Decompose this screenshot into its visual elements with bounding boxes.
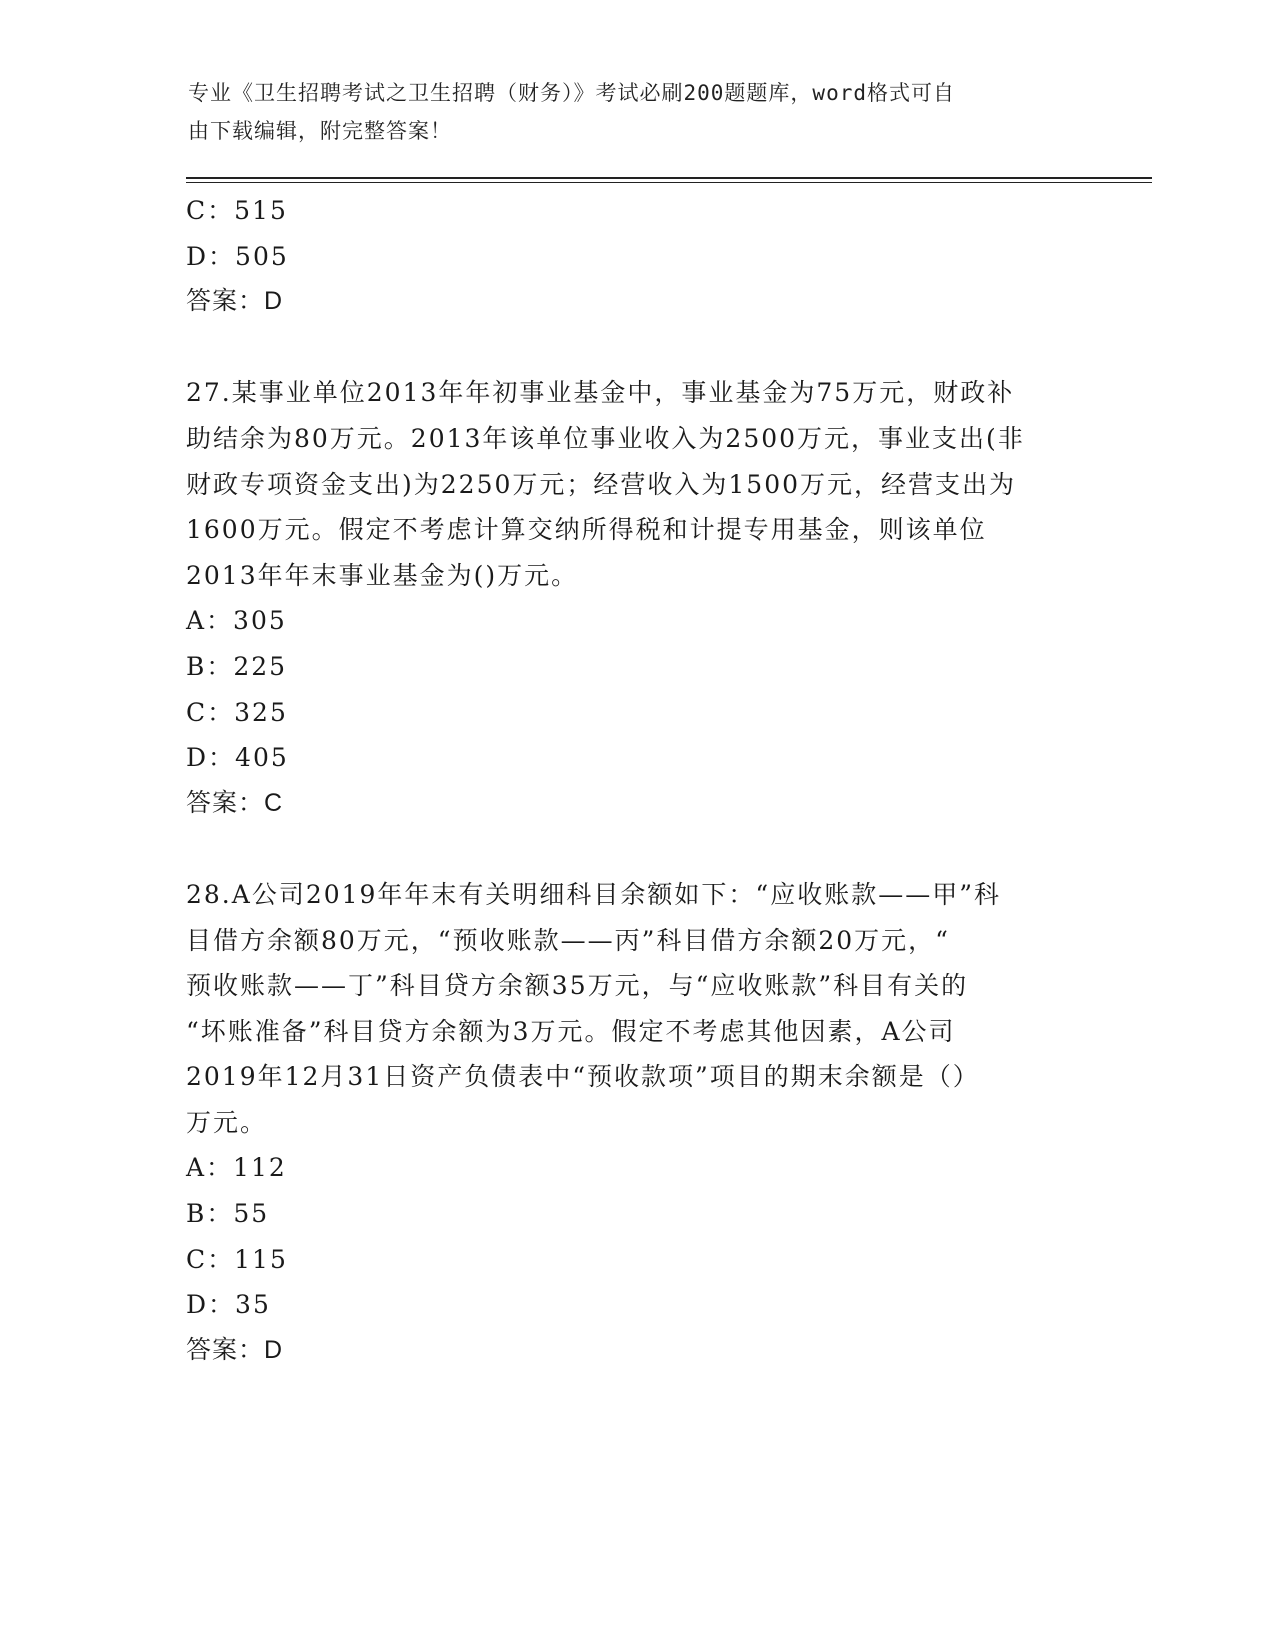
option-d: D：35 bbox=[186, 1290, 271, 1320]
question-text-line: 1600万元。假定不考虑计算交纳所得税和计提专用基金，则该单位 bbox=[186, 515, 987, 545]
header-line-1: 专业《卫生招聘考试之卫生招聘（财务）》考试必刷200题题库，word格式可自 bbox=[188, 81, 955, 105]
option-c: C：325 bbox=[186, 697, 288, 727]
option-a: A：305 bbox=[186, 606, 287, 636]
question-text-line: 预收账款——丁”科目贷方余额35万元，与“应收账款”科目有关的 bbox=[186, 971, 969, 1001]
spacer bbox=[186, 325, 1086, 371]
question-text-line: 万元。 bbox=[186, 1107, 268, 1137]
question-text-line: 助结余为80万元。2013年该单位事业收入为2500万元，事业支出(非 bbox=[186, 423, 1025, 453]
question-text-line: 财政专项资金支出)为2250万元；经营收入为1500万元，经营支出为 bbox=[186, 469, 1017, 499]
header-divider-thin bbox=[186, 182, 1152, 183]
option-d: D：505 bbox=[186, 241, 289, 271]
option-b: B：55 bbox=[186, 1199, 270, 1229]
option-c: C：515 bbox=[186, 196, 288, 225]
header-divider-thick bbox=[186, 177, 1152, 179]
answer-line: 答案：D bbox=[186, 1335, 284, 1364]
question-text-line: 2013年年末事业基金为()万元。 bbox=[186, 560, 579, 590]
question-28 bbox=[186, 872, 1086, 1374]
option-d: D：405 bbox=[186, 743, 289, 773]
option-b: B：225 bbox=[186, 651, 288, 681]
question-text-line: 2019年12月31日资产负债表中“预收款项”项目的期末余额是（） bbox=[186, 1062, 980, 1092]
document-body bbox=[186, 188, 1086, 1373]
option-c: C：115 bbox=[186, 1244, 288, 1274]
document-header bbox=[188, 74, 1068, 150]
option-a: A：112 bbox=[186, 1153, 287, 1183]
header-line-2: 由下载编辑，附完整答案！ bbox=[188, 119, 452, 143]
question-text-line: 27.某事业单位2013年年初事业基金中，事业基金为75万元，财政补 bbox=[186, 378, 1015, 408]
answer-line: 答案：D bbox=[186, 287, 284, 316]
spacer bbox=[186, 826, 1086, 872]
question-text-line: 28.A公司2019年年末有关明细科目余额如下：“应收账款——甲”科 bbox=[186, 879, 1001, 909]
question-27 bbox=[186, 370, 1086, 826]
previous-question-tail bbox=[186, 188, 1086, 325]
answer-line: 答案：C bbox=[186, 788, 284, 817]
question-text-line: 目借方余额80万元，“预收账款——丙”科目借方余额20万元，“ bbox=[186, 925, 950, 955]
question-text-line: “坏账准备”科目贷方余额为3万元。假定不考虑其他因素，A公司 bbox=[186, 1016, 956, 1046]
